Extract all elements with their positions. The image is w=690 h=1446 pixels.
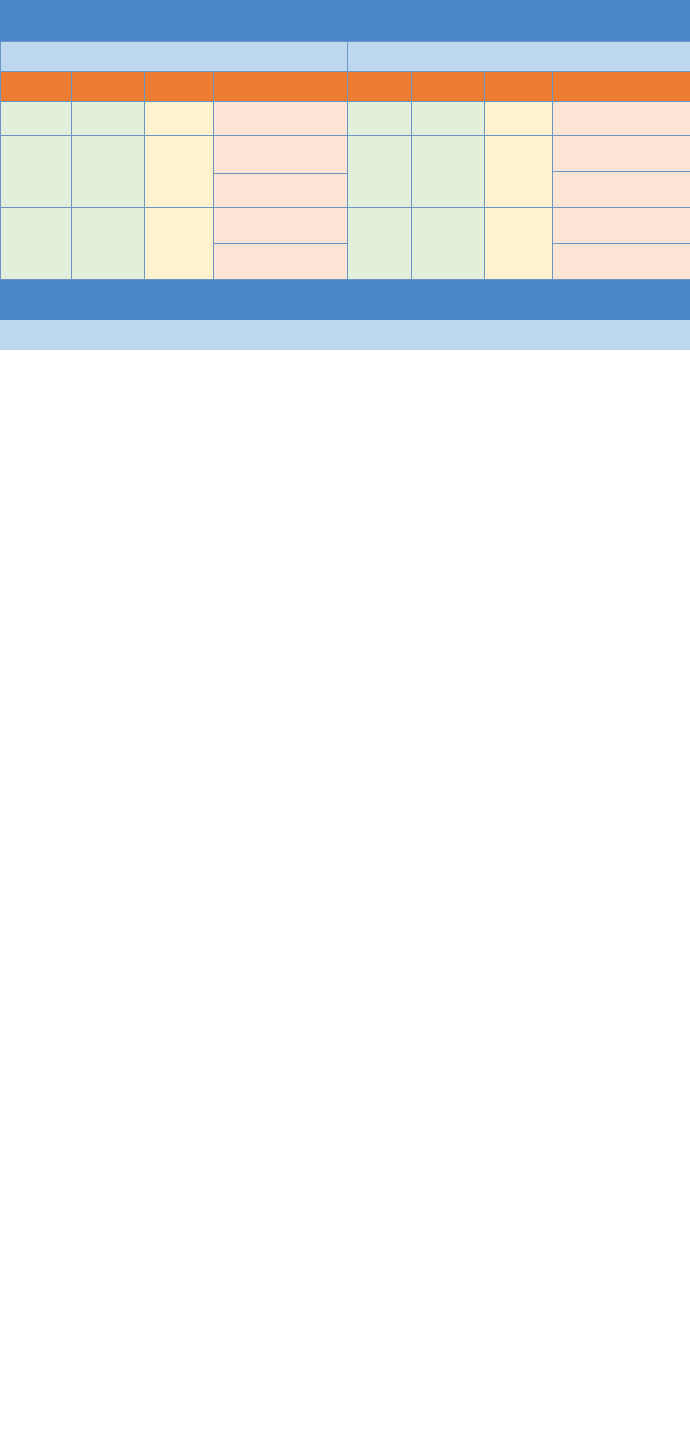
column-header [1,72,72,102]
flight-info-outbound [214,136,348,174]
arrival-time [348,208,412,280]
departure-time [145,136,214,208]
column-header [412,72,485,102]
schedule-table [0,41,690,280]
schedule-section-1 [0,0,690,280]
arrival-time [348,136,412,208]
section-title [0,0,690,41]
flight-info-outbound [214,102,348,136]
hotline-footer [0,320,690,350]
flight-info-outbound [214,174,348,208]
table-row [1,136,690,172]
departure-time [72,136,145,208]
arrival-time [412,208,485,280]
table-row [1,208,690,244]
table-row [1,102,690,136]
arrival-time [348,102,412,136]
departure-time [1,136,72,208]
column-header [553,72,690,102]
flight-info-inbound [553,136,690,172]
departure-time [145,208,214,280]
column-header [485,72,553,102]
direction-airport-to-city [348,42,690,72]
column-header [72,72,145,102]
flight-info-inbound [553,208,690,244]
section-title [0,280,690,320]
arrival-time [485,102,553,136]
arrival-time [412,136,485,208]
schedule-section-2 [0,280,690,320]
flight-info-outbound [214,244,348,280]
arrival-time [412,102,485,136]
departure-time [145,102,214,136]
flight-info-inbound [553,244,690,280]
flight-info-inbound [553,172,690,208]
departure-time [72,208,145,280]
column-header [145,72,214,102]
column-header [348,72,412,102]
flight-info-outbound [214,208,348,244]
flight-info-inbound [553,102,690,136]
arrival-time [485,208,553,280]
column-header [214,72,348,102]
departure-time [1,102,72,136]
direction-city-to-airport [1,42,348,72]
departure-time [1,208,72,280]
arrival-time [485,136,553,208]
departure-time [72,102,145,136]
